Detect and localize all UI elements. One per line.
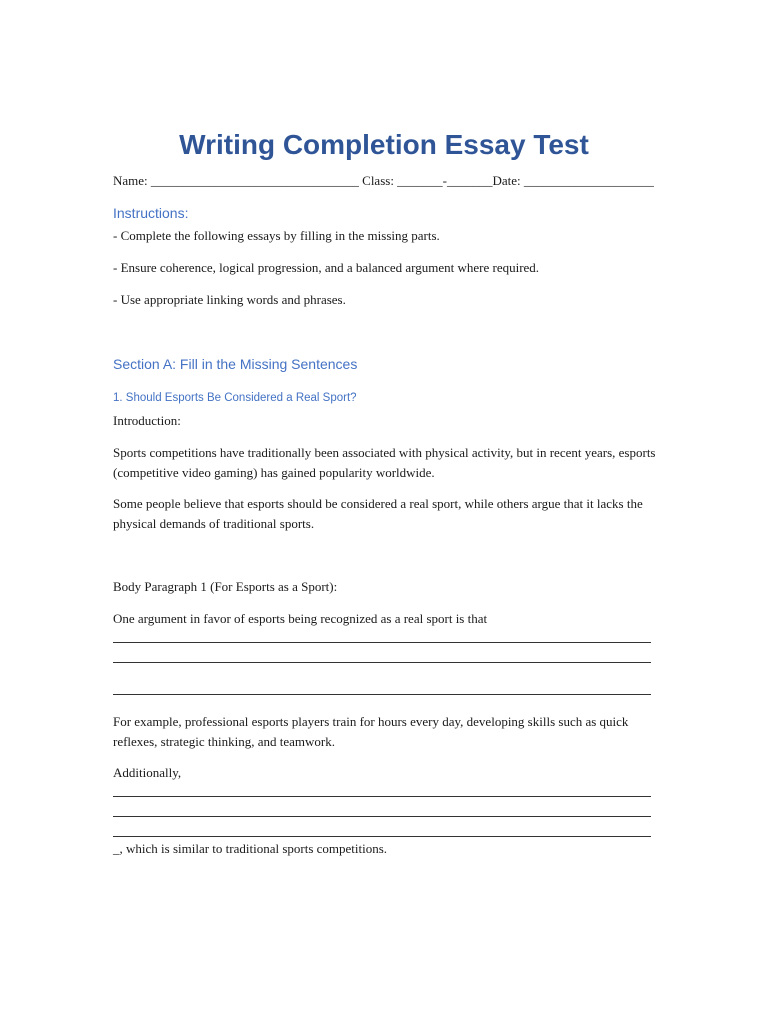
answer-blank-line[interactable] xyxy=(113,662,651,663)
body-paragraph-1-label: Body Paragraph 1 (For Esports as a Sport): xyxy=(113,579,338,594)
intro-paragraph: Some people believe that esports should be considered a real sport, while others argue that it lacks the physical demands of traditional sports. xyxy=(113,496,643,531)
question-1-heading: 1. Should Esports Be Considered a Real Sport? xyxy=(113,392,357,404)
instruction-item: - Complete the following essays by filling in the missing parts. xyxy=(113,228,440,243)
answer-blank-line[interactable] xyxy=(113,796,651,797)
body-paragraph-1-lead: One argument in favor of esports being recognized as a real sport is that xyxy=(113,611,488,626)
additionally-lead: Additionally, xyxy=(113,765,182,780)
intro-paragraph: Sports competitions have traditionally been associated with physical activity, but in recent years, esports (competitive video gaming) has gained popularity worldwide. xyxy=(113,445,656,480)
instruction-item: - Ensure coherence, logical progression, and a balanced argument where required. xyxy=(113,260,540,275)
answer-blank-line[interactable] xyxy=(113,642,651,643)
answer-blank-line[interactable] xyxy=(113,816,651,817)
example-paragraph: For example, professional esports players train for hours every day, developing skills such as quick reflexes, strategic thinking, and teamwork. xyxy=(113,714,629,749)
answer-blank-line[interactable] xyxy=(113,836,651,837)
section-a-heading: Section A: Fill in the Missing Sentences xyxy=(113,356,358,372)
page-title: Writing Completion Essay Test xyxy=(179,129,589,160)
introduction-label: Introduction: xyxy=(113,413,181,428)
header-fields: Name: ________________________________ Class: _______-_______Date: ____________________ xyxy=(113,173,654,188)
closing-sentence: _, which is similar to traditional sports competitions. xyxy=(113,841,388,856)
instruction-item: - Use appropriate linking words and phrases. xyxy=(113,292,346,307)
instructions-heading: Instructions: xyxy=(113,205,189,221)
answer-blank-line[interactable] xyxy=(113,694,651,695)
